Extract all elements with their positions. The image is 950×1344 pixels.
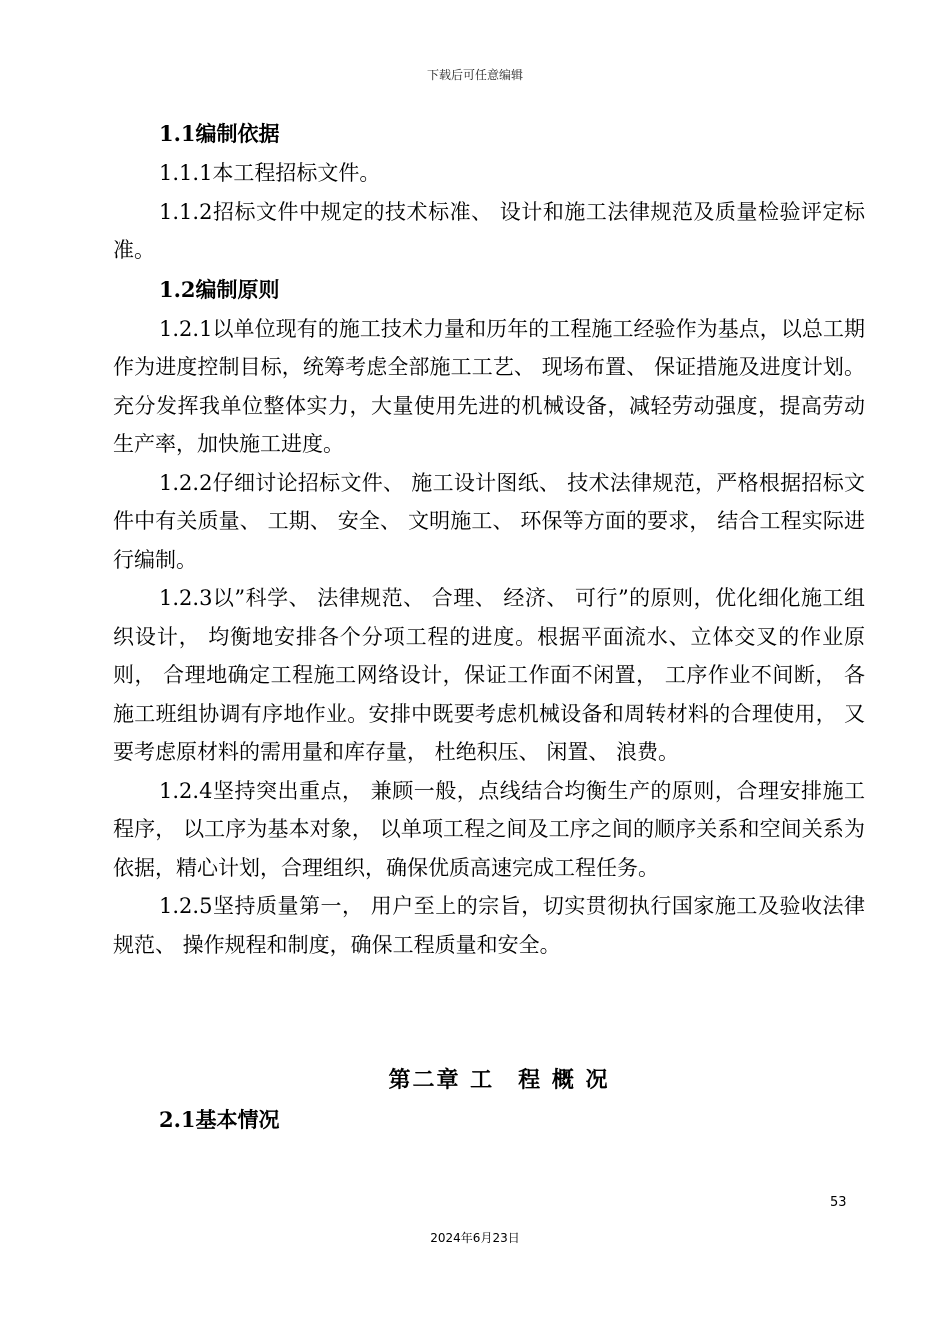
paragraph-1-2-5: 1.2.5坚持质量第一， 用户至上的宗旨，切实贯彻执行国家施工及验收法律规范、 操作规程和制度，确保工程质量和安全。	[113, 894, 865, 957]
section-heading-1-2: 1.2编制原则	[159, 276, 280, 302]
paragraph-1-2-1: 1.2.1以单位现有的施工技术力量和历年的工程施工经验作为基点，以总工期作为进度控制目标，统筹考虑全部施工工艺、 现场布置、 保证措施及进度计划。充分发挥我单位整体实力，大量使用先进的机械设备，减轻劳动强度，提高劳动生产率，加快施工进度。	[113, 316, 865, 456]
paragraph-1-1-1: 1.1.1本工程招标文件。	[159, 161, 381, 185]
paragraph-1-2-3: 1.2.3以”科学、 法律规范、 合理、 经济、 可行”的原则，优化细化施工组织设计， 均衡地安排各个分项工程的进度。根据平面流水、立体交叉的作业原则， 合理地确定工程施工网络设计，保证工作面不闲置， 工序作业不间断， 各施工班组协调有序地作业。安排中既要考虑机械设备和周转材料的合理使用， 又要考虑原材料的需用量和库存量， 杜绝积压、 闲置、 浪费。	[113, 586, 865, 764]
paragraph-1-2-2: 1.2.2仔细讨论招标文件、 施工设计图纸、 技术法律规范，严格根据招标文件中有关质量、 工期、 安全、 文明施工、 环保等方面的要求， 结合工程实际进行编制。	[113, 470, 865, 572]
page-number: 53	[830, 1195, 847, 1210]
paragraph-1-2-4: 1.2.4坚持突出重点， 兼顾一般，点线结合均衡生产的原则，合理安排施工程序， 以工序为基本对象， 以单项工程之间及工序之间的顺序关系和空间关系为依据，精心计划，合理组织，确保优质高速完成工程任务。	[113, 778, 865, 880]
section-heading-1-1: 1.1编制依据	[159, 121, 280, 146]
paragraph-1-1-2: 1.1.2招标文件中规定的技术标准、 设计和施工法律规范及质量检验评定标准。	[113, 199, 865, 262]
document-body	[113, 114, 865, 1140]
page-header: 下载后可任意编辑	[426, 68, 523, 82]
section-heading-2-1: 2.1基本情况	[159, 1107, 280, 1132]
chapter-title: 第二章 工 程 概 况	[388, 1067, 610, 1093]
chapter-spacer	[113, 964, 865, 1060]
page-footer-date: 2024年6月23日	[430, 1231, 520, 1245]
